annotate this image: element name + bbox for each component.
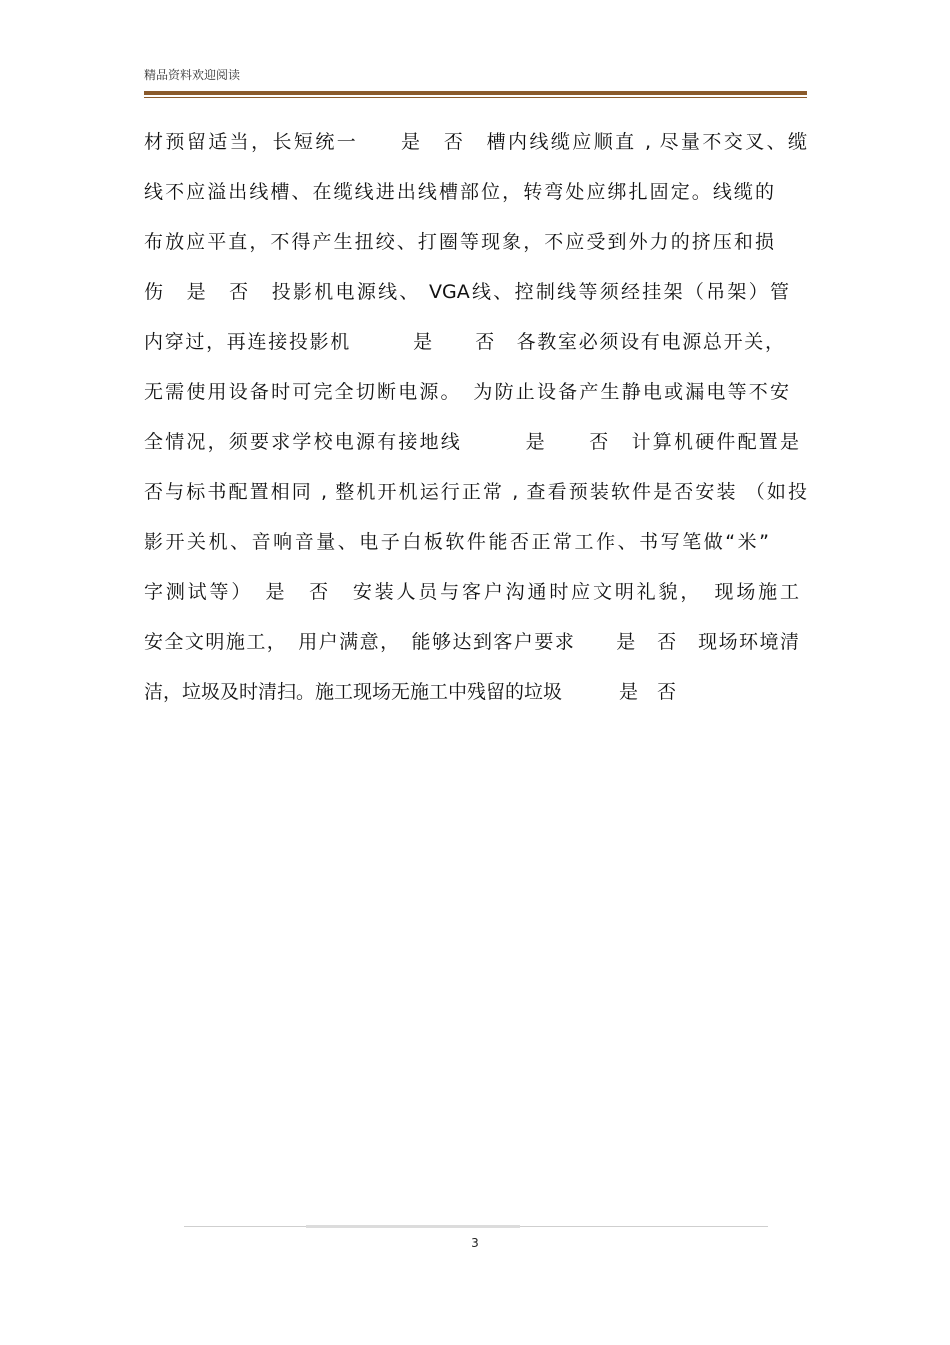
body-line-9: 影开关机、音响音量、电子白板软件能否正常工作、书写笔做“米” xyxy=(144,531,769,553)
body-line-3: 布放应平直，不得产生扭绞、打圈等现象，不应受到外力的挤压和损 xyxy=(144,231,774,253)
page-header-title: 精品资料欢迎阅读 xyxy=(144,68,241,82)
body-line-1: 材预留适当，长短统一 是 否 槽内线缆应顺直 , 尽量不交叉、缆 xyxy=(144,131,807,153)
header-rule-thin xyxy=(144,97,807,98)
body-line-8: 否与标书配置相同 , 整机开机运行正常 , 查看预装软件是否安装 （如投 xyxy=(144,481,807,503)
body-line-11: 安全文明施工， 用户满意， 能够达到客户要求 是 否 现场环境清 xyxy=(144,631,799,653)
footer-rule-shade xyxy=(306,1225,520,1228)
body-line-7: 全情况，须要求学校电源有接地线 是 否 计算机硬件配置是 xyxy=(144,431,799,453)
body-line-6: 无需使用设备时可完全切断电源。 为防止设备产生静电或漏电等不安 xyxy=(144,381,789,403)
body-line-12: 洁，垃圾及时清扫。施工现场无施工中残留的垃圾 是 否 xyxy=(144,681,677,703)
body-line-4: 伤 是 否 投影机电源线、 VGA线、控制线等须经挂架（吊架）管 xyxy=(144,281,789,303)
page-number: 3 xyxy=(471,1236,479,1250)
body-line-10: 字测试等） 是 否 安装人员与客户沟通时应文明礼貌， 现场施工 xyxy=(144,581,799,603)
document-body xyxy=(144,127,807,727)
body-line-2: 线不应溢出线槽、在缆线进出线槽部位，转弯处应绑扎固定。线缆的 xyxy=(144,181,774,203)
header-rule-thick xyxy=(144,91,807,95)
body-line-5: 内穿过，再连接投影机 是 否 各教室必须设有电源总开关， xyxy=(144,331,784,353)
